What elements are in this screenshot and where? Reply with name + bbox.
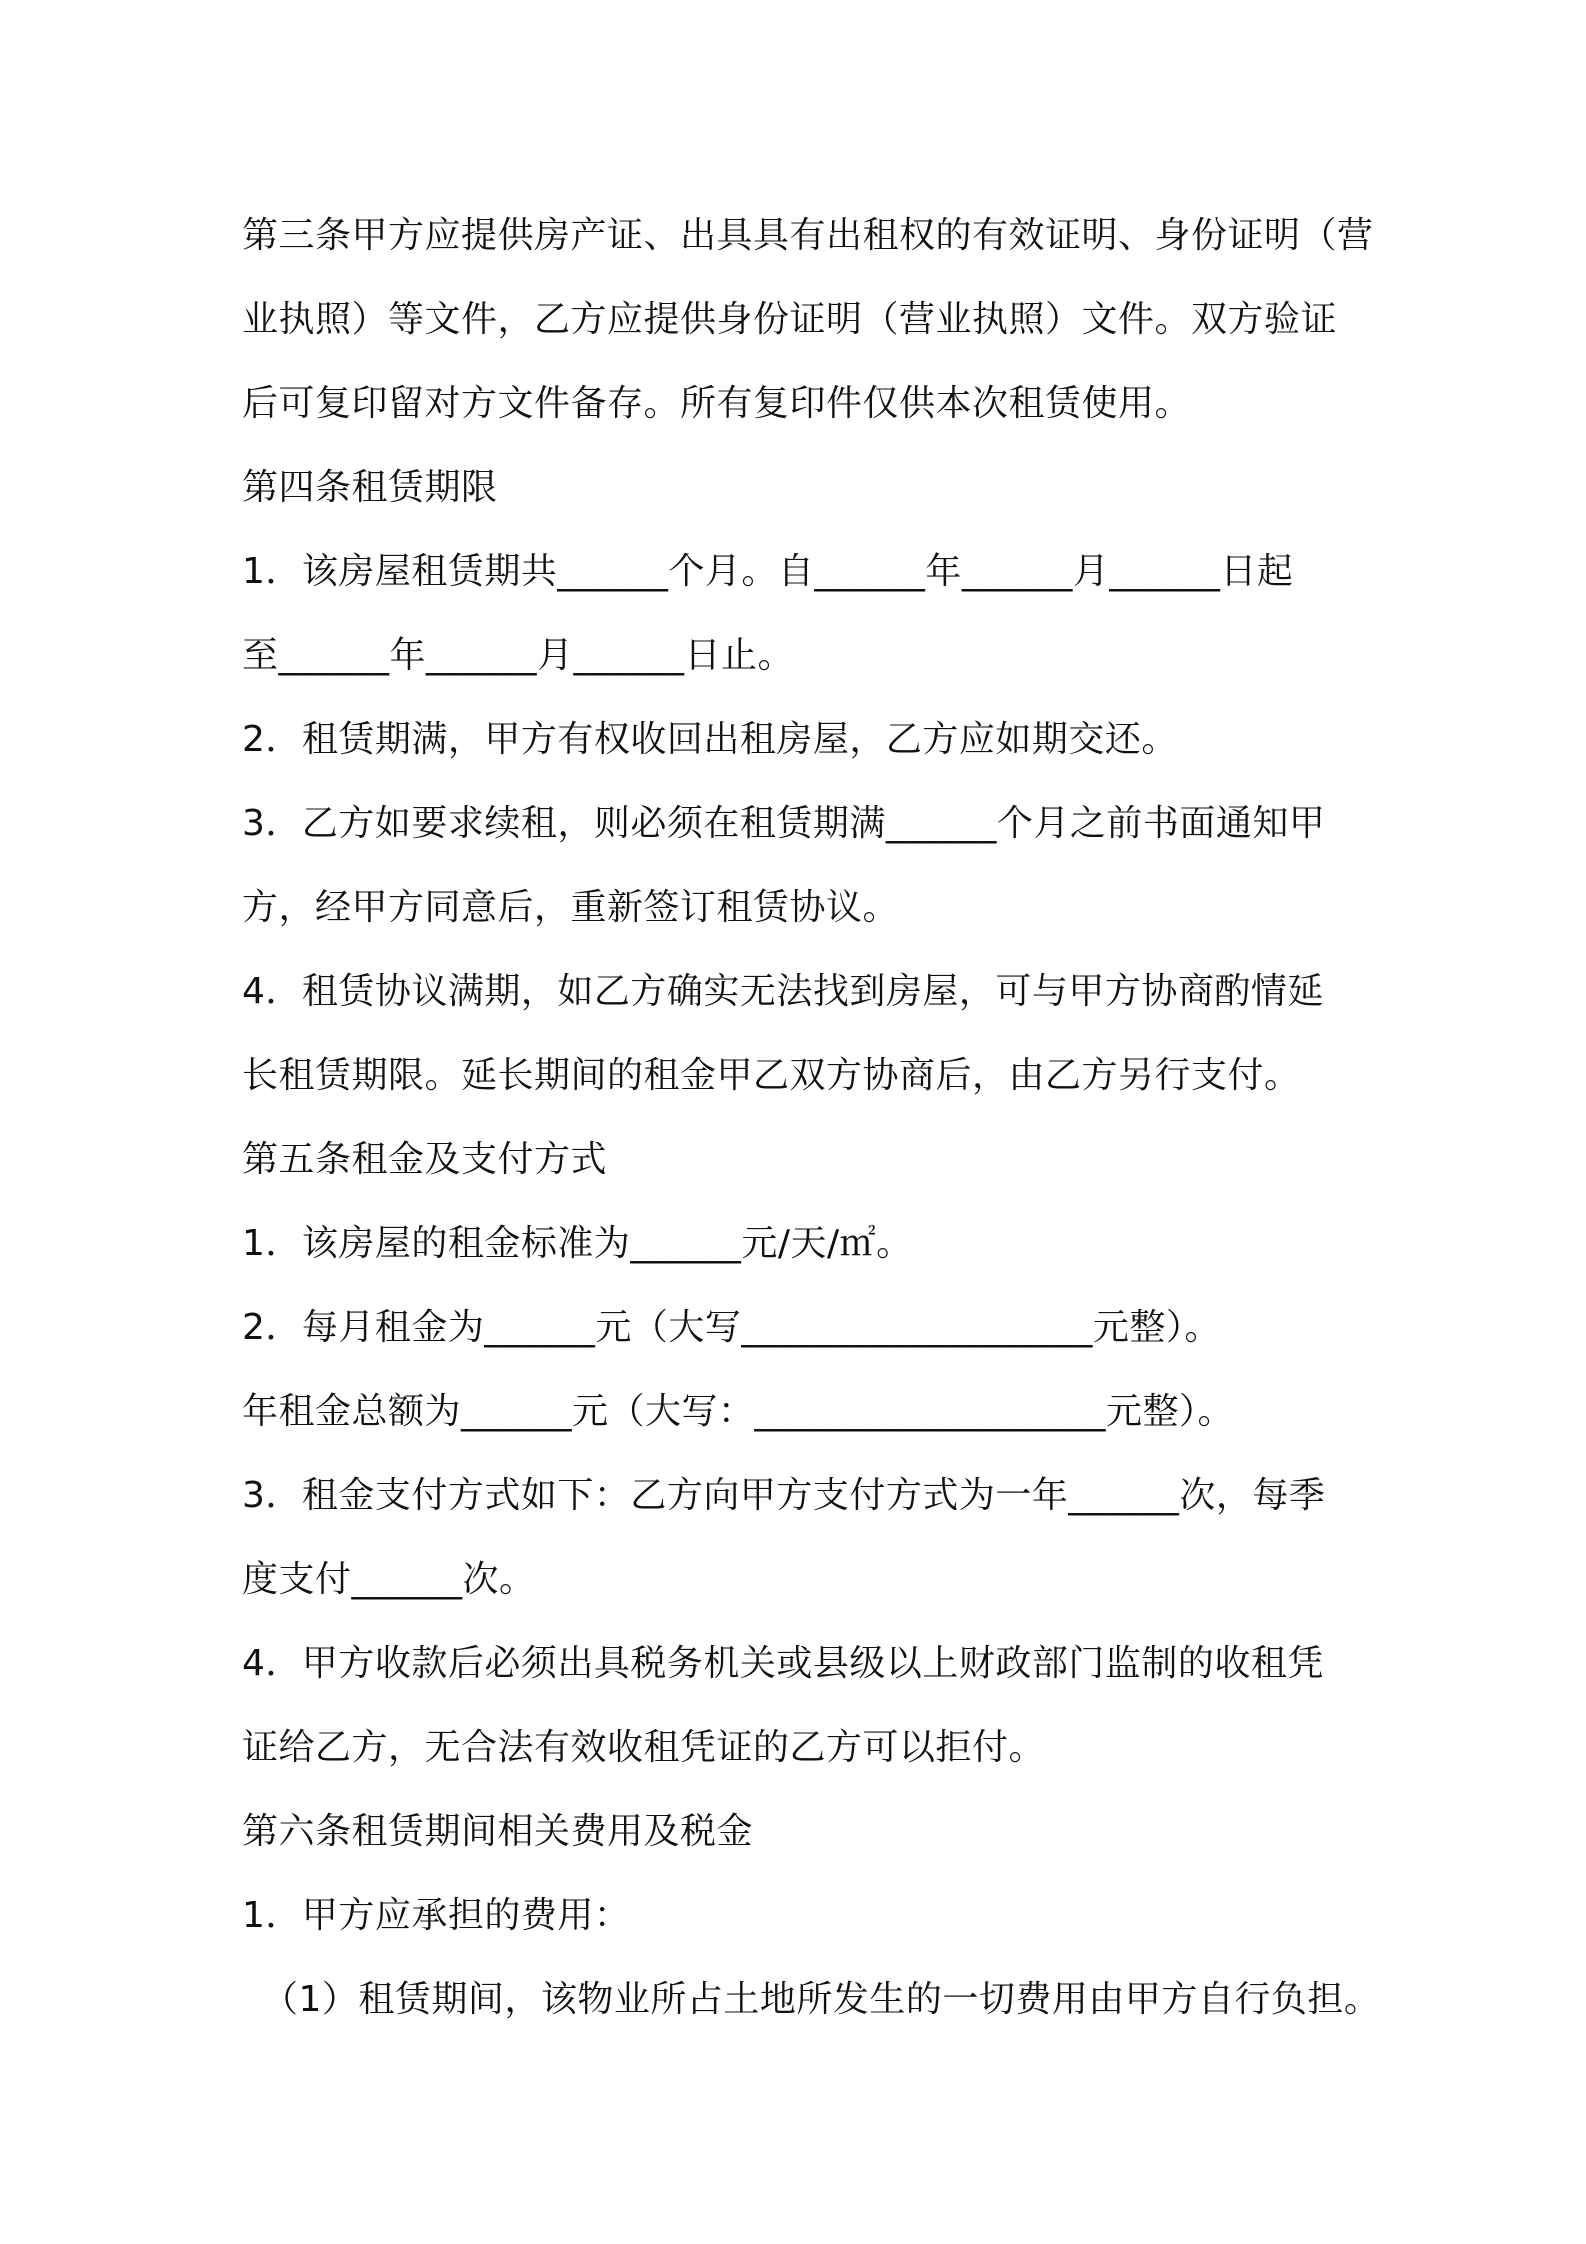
article-4-item-4-line-2: 长租赁期限。延长期间的租金甲乙双方协商后，由乙方另行支付。 (242, 1055, 1301, 1096)
article-5-item-2-line-1: 2．每月租金为______元（大写___________________元整）。 (242, 1307, 1221, 1348)
article-3-line-2: 业执照）等文件，乙方应提供身份证明（营业执照）文件。双方验证 (242, 299, 1338, 340)
article-4-item-1-line-2: 至______年______月______日止。 (242, 635, 795, 676)
article-4-item-4-line-1: 4．租赁协议满期，如乙方确实无法找到房屋，可与甲方协商酌情延 (242, 971, 1324, 1012)
article-4-item-3-line-1: 3．乙方如要求续租，则必须在租赁期满______个月之前书面通知甲 (242, 803, 1326, 844)
article-5-item-1: 1．该房屋的租金标准为______元/天/㎡。 (242, 1223, 913, 1264)
article-5-item-3-line-1: 3．租金支付方式如下：乙方向甲方支付方式为一年______次，每季 (242, 1475, 1326, 1516)
article-4-heading: 第四条租赁期限 (242, 467, 498, 508)
article-6-heading: 第六条租赁期间相关费用及税金 (242, 1811, 754, 1852)
article-5-item-4-line-2: 证给乙方，无合法有效收租凭证的乙方可以拒付。 (242, 1727, 1046, 1768)
article-4-item-2: 2．租赁期满，甲方有权收回出租房屋，乙方应如期交还。 (242, 719, 1178, 760)
article-5-item-2-line-2: 年租金总额为______元（大写：___________________元整）。 (242, 1391, 1235, 1432)
article-5-item-3-line-2: 度支付______次。 (242, 1559, 536, 1600)
article-6-item-1: 1．甲方应承担的费用： (242, 1895, 631, 1936)
article-4-item-3-line-2: 方，经甲方同意后，重新签订租赁协议。 (242, 887, 900, 928)
article-4-item-1-line-1: 1．该房屋租赁期共______个月。自______年______月______日起 (242, 551, 1294, 592)
article-3-line-3: 后可复印留对方文件备存。所有复印件仅供本次租赁使用。 (242, 383, 1192, 424)
article-5-item-4-line-1: 4．甲方收款后必须出具税务机关或县级以上财政部门监制的收租凭 (242, 1643, 1324, 1684)
article-6-item-1-sub-1: （1）租赁期间，该物业所占土地所发生的一切费用由甲方自行负担。 (262, 1979, 1381, 2020)
article-3-line-1: 第三条甲方应提供房产证、出具具有出租权的有效证明、身份证明（营 (242, 215, 1374, 256)
article-5-heading: 第五条租金及支付方式 (242, 1139, 608, 1180)
